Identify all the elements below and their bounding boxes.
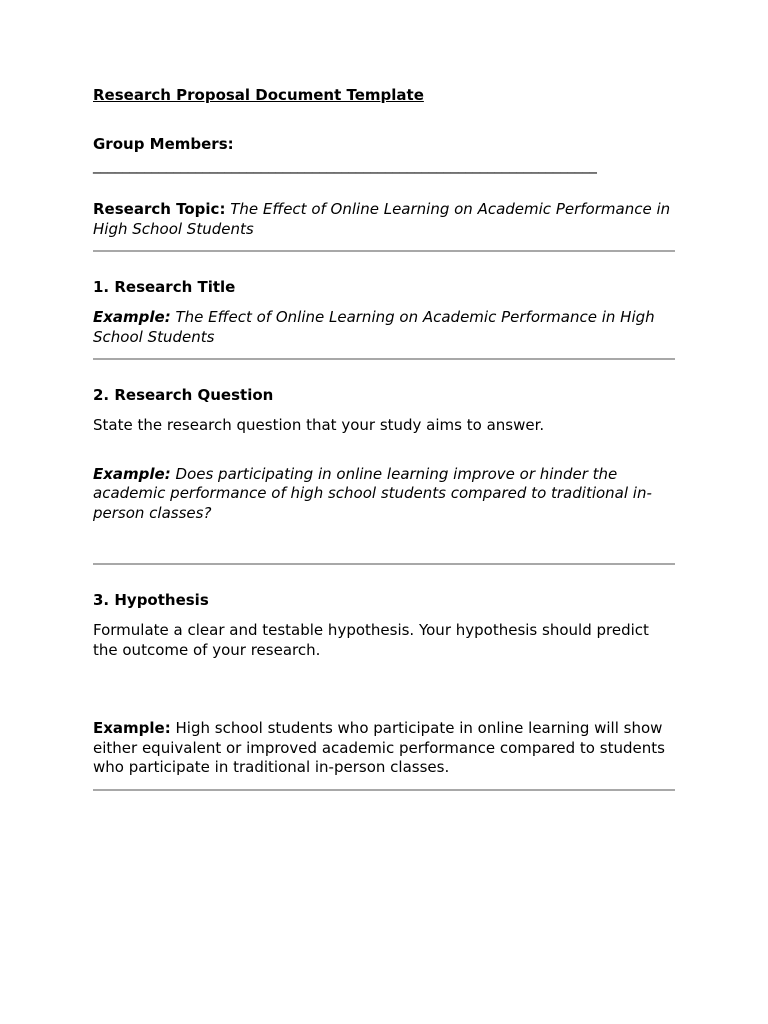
section-divider [93, 250, 675, 252]
research-topic [93, 200, 675, 239]
example-label: Example: [93, 308, 171, 326]
section-heading-research-question: 2. Research Question [93, 386, 274, 404]
research-topic-value: The Effect of Online Learning on Academic Performance in High School Students [93, 200, 671, 238]
section-heading-hypothesis: 3. Hypothesis [93, 591, 209, 609]
example-label: Example: [93, 464, 171, 483]
research-question-example [93, 465, 675, 524]
section-divider [93, 563, 675, 565]
example-text: Does participating in online learning improve or hinder the academic performance of high school students compared to traditional in-person classes? [93, 464, 652, 522]
section-divider [93, 789, 675, 791]
group-members-label: Group Members: [93, 135, 234, 153]
document-page [93, 86, 675, 791]
example-label: Example: [93, 719, 171, 737]
research-topic-label: Research Topic: [93, 200, 226, 218]
hypothesis-example [93, 719, 675, 778]
research-title-example [93, 308, 675, 347]
section-heading-research-title: 1. Research Title [93, 278, 236, 296]
hypothesis-instruction: Formulate a clear and testable hypothesis. Your hypothesis should predict the outcome of your research. [93, 621, 649, 659]
example-text: High school students who participate in online learning will show either equivalent or improved academic performance compared to students who participate in traditional in-person classes. [93, 719, 665, 776]
document-title: Research Proposal Document Template [93, 86, 424, 104]
research-question-instruction: State the research question that your study aims to answer. [93, 416, 545, 434]
example-text: The Effect of Online Learning on Academic Performance in High School Students [93, 308, 655, 346]
group-members-blank-line: _____________________________________________________________________ [93, 156, 597, 174]
section-divider [93, 358, 675, 360]
